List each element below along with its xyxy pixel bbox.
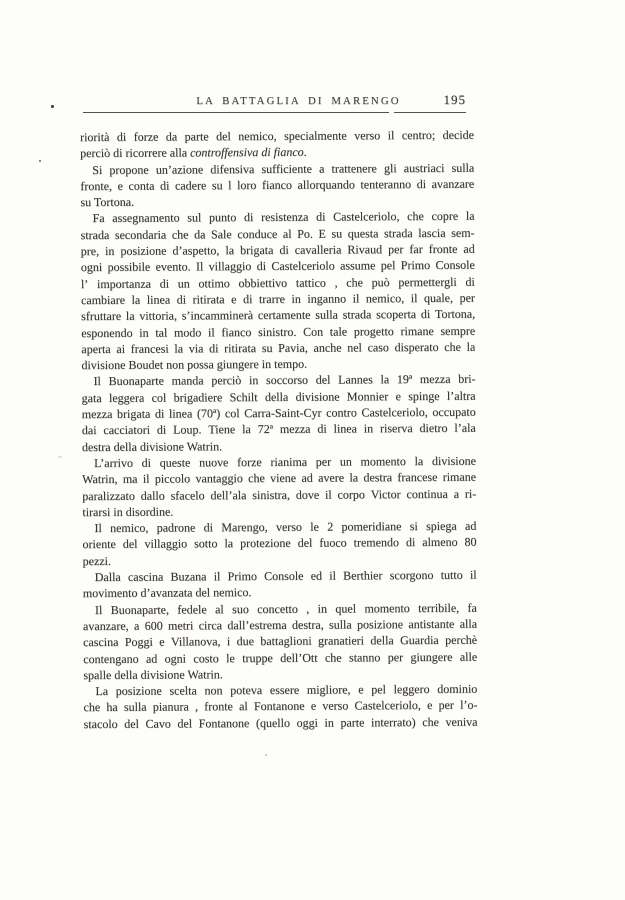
text-line: su Tortona. bbox=[80, 194, 135, 210]
text-line: mezza brigata di linea (70ª) col Carra-Saint-Cyr contro Castelceriolo, occupato bbox=[81, 404, 476, 422]
footer-ink-speck bbox=[265, 754, 267, 756]
text-line: paralizzato dallo sfacelo dell’ala sinistra, dove il corpo Victor continua a ri- bbox=[82, 486, 477, 503]
text-line: l’ importanza di un ottimo obbiettivo tattico , che può permettergli di bbox=[80, 274, 475, 291]
text-line: Il nemico, padrone di Marengo, verso le 2 pomeridiane si spiega ad bbox=[94, 518, 477, 536]
text-line: movimento d’avanzata del nemico. bbox=[82, 585, 252, 601]
text-line: divisione Boudet non possa giungere in tempo. bbox=[81, 356, 308, 373]
text-line: cascina Poggi e Villanova, i due battaglioni granatieri della Guardia perchè bbox=[83, 632, 478, 650]
margin-ink-speck-left bbox=[39, 160, 41, 162]
text-line: Watrin, ma il piccolo vantaggio che viene ad avere la destra francese rimane bbox=[82, 469, 477, 487]
page-number: 195 bbox=[443, 92, 466, 107]
text-line: stacolo del Cavo del Fontanone (quello oggi in parte interrato) che veniva bbox=[83, 714, 478, 731]
text-line: oriente del villaggio sotto la protezione del fuoco tremendo di almeno 80 bbox=[82, 535, 477, 552]
header-rule bbox=[83, 112, 466, 113]
text-line: Il Buonaparte, fedele al suo concetto , in quel momento terribile, fa bbox=[94, 600, 477, 617]
text-line: pezzi. bbox=[82, 553, 111, 568]
running-title: LA BATTAGLIA DI MARENGO bbox=[196, 95, 401, 107]
text-line: Il Buonaparte manda perciò in soccorso del Lannes la 19ª mezza bri- bbox=[93, 372, 476, 389]
text-line: che ha sulla pianura , fronte al Fontanone e verso Castelceriolo, e per l’o- bbox=[83, 698, 478, 715]
text-line: riorità di forze da parte del nemico, specialmente verso il centro; decide bbox=[80, 127, 475, 145]
text-line: Dalla cascina Buzana il Primo Console ed il Berthier scorgono tutto il bbox=[94, 567, 477, 585]
text-line: Si propone un’azione difensiva sufficiente a trattenere gli austriaci sulla bbox=[92, 160, 475, 177]
text-line: pre, in posizione d’aspetto, la brigata di cavalleria Rivaud per far fronte ad bbox=[80, 241, 475, 259]
text-line: L’arrivo di queste nuove forze rianima per un momento la divisione bbox=[93, 453, 476, 470]
italic-text: controffensiva di fianco bbox=[190, 145, 304, 160]
text-line: destra della divisione Watrin. bbox=[81, 438, 223, 454]
text-line: dai cacciatori di Loup. Tiene la 72ª mezza di linea in riserva dietro l’ala bbox=[81, 421, 476, 438]
text-line: gata leggera col brigadiere Schilt della divisione Monnier e spinge l’altra bbox=[81, 388, 476, 405]
text-line: ogni possibile evento. Il villaggio di Castelceriolo assume pel Primo Console bbox=[80, 258, 475, 275]
text-line: fronte, e conta di cadere su l loro fianco allorquando tenteranno di avanzare bbox=[80, 176, 475, 194]
text-line: strada secondaria che da Sale conduce al Po. E su questa strada lascia sem- bbox=[80, 225, 475, 242]
text-line: La posizione scelta non poteva essere migliore, e pel leggero dominio bbox=[95, 681, 478, 699]
text-line: aperta ai francesi la via di ritirata su Pavia, anche nel caso disperato che la bbox=[81, 339, 476, 356]
text-line: spalle della divisione Watrin. bbox=[83, 667, 223, 682]
text-line: Fa assegnamento sul punto di resistenza di Castelceriolo, che copre la bbox=[92, 209, 475, 226]
margin-ink-speck-top bbox=[51, 105, 54, 108]
text-line: avanzare, a 600 metri circa dall’estrema destra, sulla posizione antistante alla bbox=[82, 616, 478, 634]
text-line: contengano ad ogni costo le truppe dell’Ott che stanno per giungere alle bbox=[83, 649, 478, 666]
text-block bbox=[80, 127, 478, 732]
text-line: perciò di ricorrere alla controffensiva di fianco. bbox=[80, 145, 307, 161]
text-line: esponendo in tal modo il fianco sinistro. Con tale progetto rimane sempre bbox=[81, 323, 476, 340]
text-line: sfruttare la vittoria, s’incamminerà certamente sulla strada scoperta di Tortona, bbox=[81, 306, 476, 324]
text-line: cambiare la linea di ritirata e di trarre in inganno il nemico, il quale, per bbox=[81, 290, 475, 308]
text-line: tirarsi in disordine. bbox=[82, 504, 174, 519]
margin-smudge bbox=[58, 456, 62, 458]
